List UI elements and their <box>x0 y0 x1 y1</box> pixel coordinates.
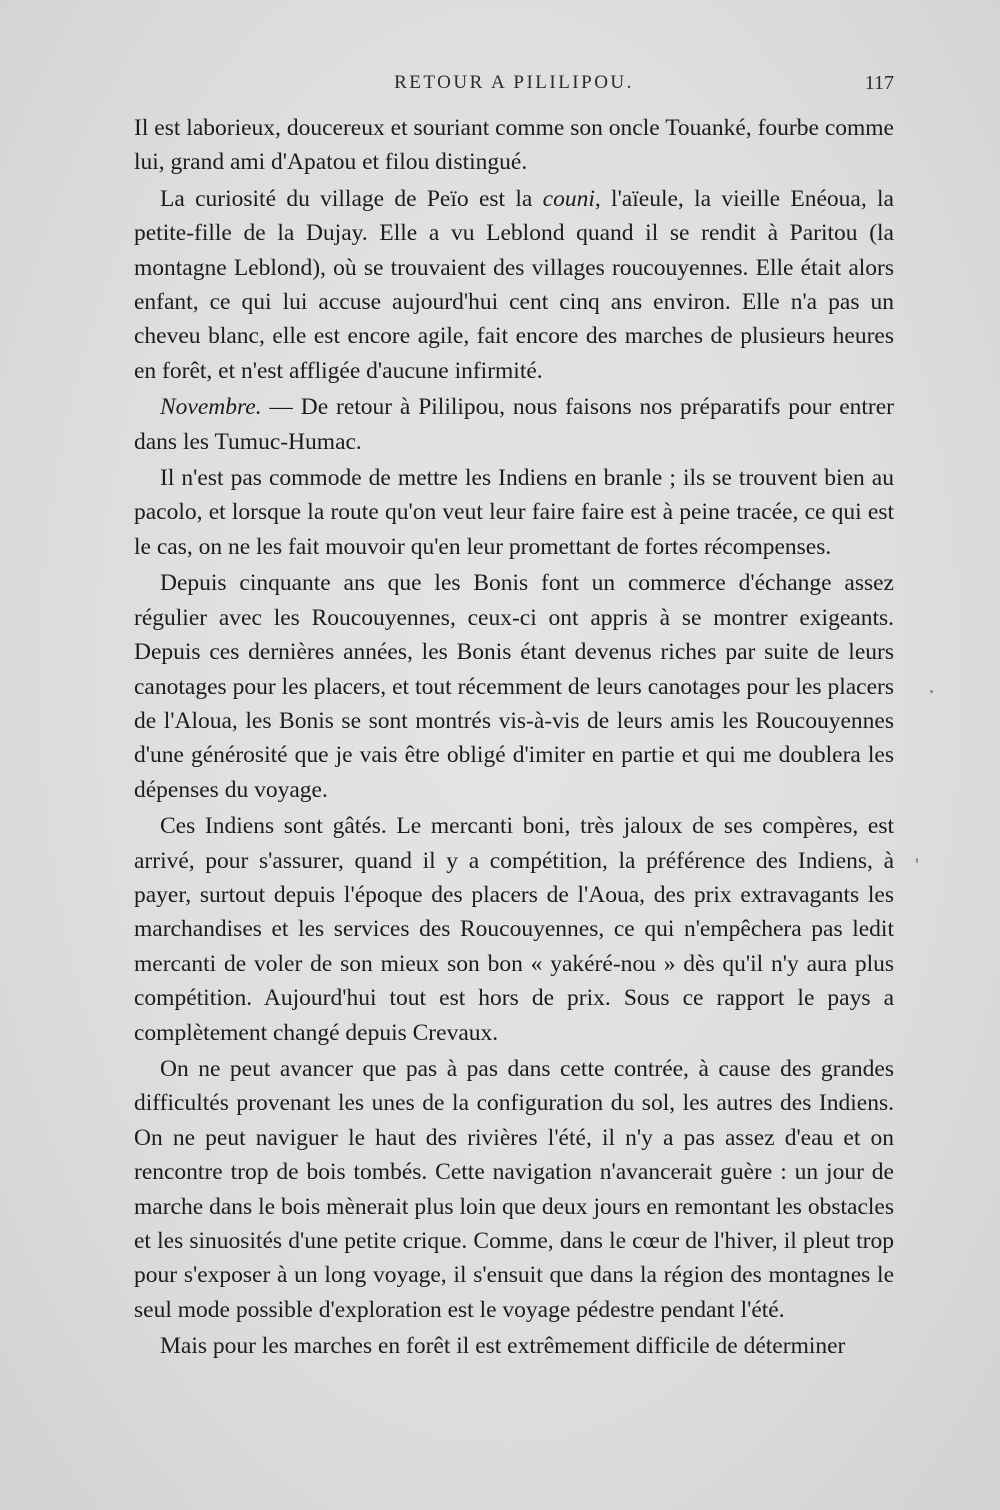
running-title: RETOUR A PILILIPOU. <box>394 72 634 93</box>
paragraph-text: La curiosité du village de Peïo est la <box>160 185 543 212</box>
paragraph-last: Mais pour les marches en forêt il est extrêmement difficile de déterminer <box>160 1333 846 1360</box>
paragraph: Il n'est pas commode de mettre les Indiens en branle ; ils se trouvent bien au pacolo, et lorsque la route qu'on veut leur faire faire est à peine tracée, ce qui est le cas, on ne les fait mouvoir qu'en leur promettant de fortes récompenses. <box>134 465 894 560</box>
running-header <box>134 72 894 102</box>
paper-speck <box>930 690 933 693</box>
paragraph-continuation: Il est laborieux, doucereux et souriant comme son oncle Touanké, fourbe comme lui, grand ami d'Apatou et filou distingué. <box>134 115 894 176</box>
paragraph-text: , l'aïeule, la vieille Enéoua, la petite-fille de la Dujay. Elle a vu Leblond quand il se rendit à Paritou (la montagne Leblond), où se trouvaient des villages roucouyennes. Elle était alors enfant, ce qui lui accuse aujourd'hui cent cinq ans environ. Elle n'a pas un cheveu blanc, elle est encore agile, fait encore des marches de plusieurs heures en forêt, et n'est affligée d'aucune infirmité. <box>134 185 894 384</box>
paragraph-novembre <box>134 390 894 459</box>
paragraph: Depuis cinquante ans que les Bonis font un commerce d'échange assez régulier avec les Roucouyennes, ceux-ci ont appris à se montrer exigeants. Depuis ces dernières années, les Bonis étant devenus riches par suite de leurs canotages pour les placers, et tout récemment de leurs canotages pour les placers de l'Aloua, les Bonis se sont montrés vis-à-vis de leurs amis les Roucouyennes d'une générosité que je vais être obligé d'imiter en partie et qui me doublera les dépenses du voyage. <box>134 570 894 803</box>
page-number: 117 <box>864 72 894 94</box>
italic-word: couni <box>542 185 595 212</box>
paragraph-text: — De retour à Pililipou, nous faisons nos préparatifs pour entrer dans les Tumuc-Humac. <box>134 394 894 455</box>
paper-speck <box>916 858 918 863</box>
body-text <box>134 111 894 1364</box>
paragraph: Ces Indiens sont gâtés. Le mercanti boni, très jaloux de ses compères, est arrivé, pour s'assurer, quand il y a compétition, la préférence des Indiens, à payer, surtout depuis l'époque des placers de l'Aoua, des prix extravagants les marchandises et les services des Roucouyennes, ce qui n'empêchera pas ledit mercanti de voler de son mieux son bon « yakéré-nou » dès qu'il n'y aura plus compétition. Aujourd'hui tout est hors de prix. Sous ce rapport le pays a complètement changé depuis Crevaux. <box>134 813 894 1046</box>
paragraph: On ne peut avancer que pas à pas dans cette contrée, à cause des grandes difficultés provenant les unes de la configuration du sol, les autres des Indiens. On ne peut naviguer le haut des rivières l'été, il n'y a pas assez d'eau et on rencontre trop de bois tombés. Cette navigation n'avancerait guère : un jour de marche dans le bois mènerait plus loin que deux jours en remontant les obstacles et les sinuosités d'une petite crique. Comme, dans le cœur de l'hiver, il pleut trop pour s'exposer à un long voyage, il s'ensuit que dans la région des montagnes le seul mode possible d'exploration est le voyage pédestre pendant l'été. <box>134 1055 894 1323</box>
paragraph-couni <box>134 182 894 388</box>
italic-date: Novembre. <box>160 394 262 421</box>
